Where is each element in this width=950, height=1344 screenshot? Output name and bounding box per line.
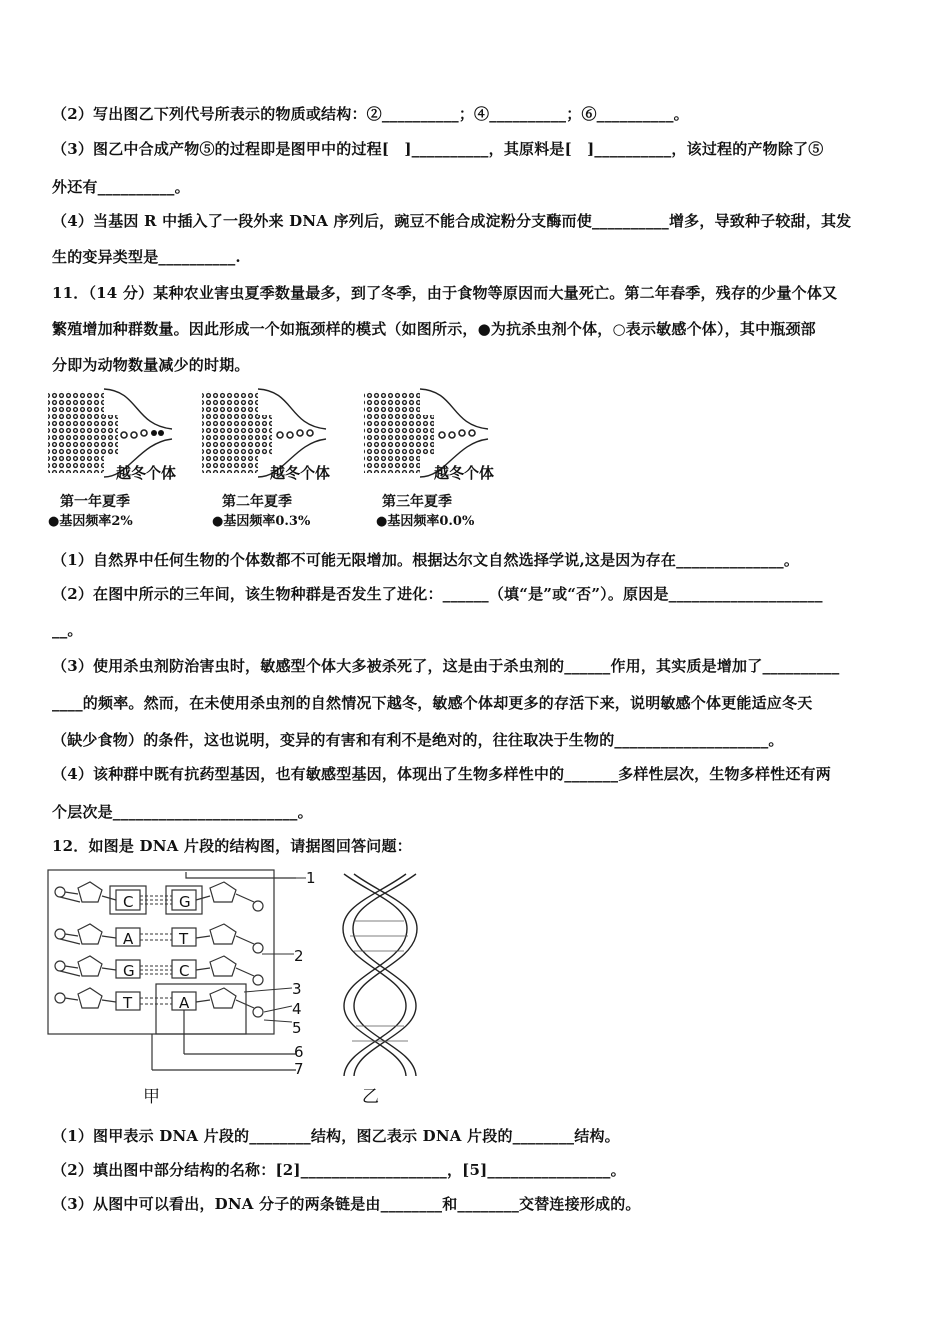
q11-sub4-line1: （4）该种群中既有抗药型基因，也有敏感型基因，体现出了生物多样性中的_______多样性层次，生物多样性还有两 xyxy=(52,765,831,783)
base-left-1: C xyxy=(123,893,134,911)
q11-sub2-line2: __。 xyxy=(52,621,83,639)
base-left-4: T xyxy=(123,994,133,1012)
label-7: 7 xyxy=(294,1060,304,1078)
dna-structure-figure xyxy=(44,866,424,1106)
q11-stem-line2: 繁殖增加种群数量。因此形成一个如瓶颈样的模式（如图所示，●为抗杀虫剂个体，○表示敏感个体），其中瓶颈部 xyxy=(52,320,816,338)
q11-sub3-line1: （3）使用杀虫剂防治害虫时，敏感型个体大多被杀死了，这是由于杀虫剂的______作用，其实质是增加了__________ xyxy=(52,657,840,675)
q10-sub4-line1: （4）当基因 R 中插入了一段外来 DNA 序列后，豌豆不能合成淀粉分支酶而使__________增多，导致种子较甜，其发 xyxy=(52,212,852,230)
panel-freq-3: ●基因频率0.0% xyxy=(376,514,475,529)
panel-title-1: 第一年夏季 xyxy=(60,494,130,510)
q10-sub4-line2: 生的变异类型是__________. xyxy=(52,248,241,266)
label-6: 6 xyxy=(294,1043,304,1061)
base-right-1: G xyxy=(179,893,191,911)
label-3: 3 xyxy=(292,980,302,998)
q12-sub3: （3）从图中可以看出，DNA 分子的两条链是由________和________交替连接形成的。 xyxy=(52,1195,641,1213)
base-left-3: G xyxy=(123,962,135,980)
q12-stem: 12．如图是 DNA 片段的结构图，请据图回答问题： xyxy=(52,837,412,855)
q11-sub3-line3: （缺少食物）的条件，这也说明，变异的有害和有利不是绝对的，往往取决于生物的____________________。 xyxy=(52,731,784,749)
label-5: 5 xyxy=(292,1019,302,1037)
q11-sub1: （1）自然界中任何生物的个体数都不可能无限增加。根据达尔文自然选择学说,这是因为存在______________。 xyxy=(52,551,800,569)
q10-sub3-line1: （3）图乙中合成产物⑤的过程即是图甲中的过程[ ]__________，其原料是[ ]__________，该过程的产物除了⑤ xyxy=(52,140,824,158)
label-2: 2 xyxy=(294,947,304,965)
panel-freq-2: ●基因频率0.3% xyxy=(212,514,311,529)
q11-stem-line1: 11．（14 分）某种农业害虫夏季数量最多，到了冬季，由于食物等原因而大量死亡。第二年春季，残存的少量个体又 xyxy=(52,284,838,302)
panel-freq-1: ●基因频率2% xyxy=(48,514,133,529)
q11-stem-line3: 分即为动物数量减少的时期。 xyxy=(52,356,250,374)
q10-sub2: （2）写出图乙下列代号所表示的物质或结构：②__________；④__________；⑥__________。 xyxy=(52,105,689,123)
label-1: 1 xyxy=(306,869,316,887)
caption-yi: 乙 xyxy=(362,1087,379,1107)
q11-sub2-line1: （2）在图中所示的三年间，该生物种群是否发生了进化：______（填“是”或“否”）。原因是____________________ xyxy=(52,585,823,603)
winter-label-2: 越冬个体 xyxy=(270,464,331,482)
panel-title-2: 第二年夏季 xyxy=(222,494,292,510)
q10-sub3-line2: 外还有__________。 xyxy=(52,178,190,196)
panel-title-3: 第三年夏季 xyxy=(382,494,452,510)
winter-label-3: 越冬个体 xyxy=(434,464,495,482)
q12-sub2: （2）填出图中部分结构的名称：[2]___________________，[5]________________。 xyxy=(52,1161,626,1179)
base-right-2: T xyxy=(179,930,189,948)
base-right-3: C xyxy=(179,962,190,980)
caption-jia: 甲 xyxy=(143,1087,160,1107)
q12-sub1: （1）图甲表示 DNA 片段的________结构，图乙表示 DNA 片段的________结构。 xyxy=(52,1127,620,1145)
base-left-2: A xyxy=(123,930,134,948)
label-4: 4 xyxy=(292,1000,302,1018)
q11-sub4-line2: 个层次是________________________。 xyxy=(52,803,313,821)
base-right-4: A xyxy=(179,994,190,1012)
q11-sub3-line2: ____的频率。然而，在未使用杀虫剂的自然情况下越冬，敏感个体却更多的存活下来，说明敏感个体更能适应冬天 xyxy=(52,694,813,712)
winter-label-1: 越冬个体 xyxy=(116,464,177,482)
